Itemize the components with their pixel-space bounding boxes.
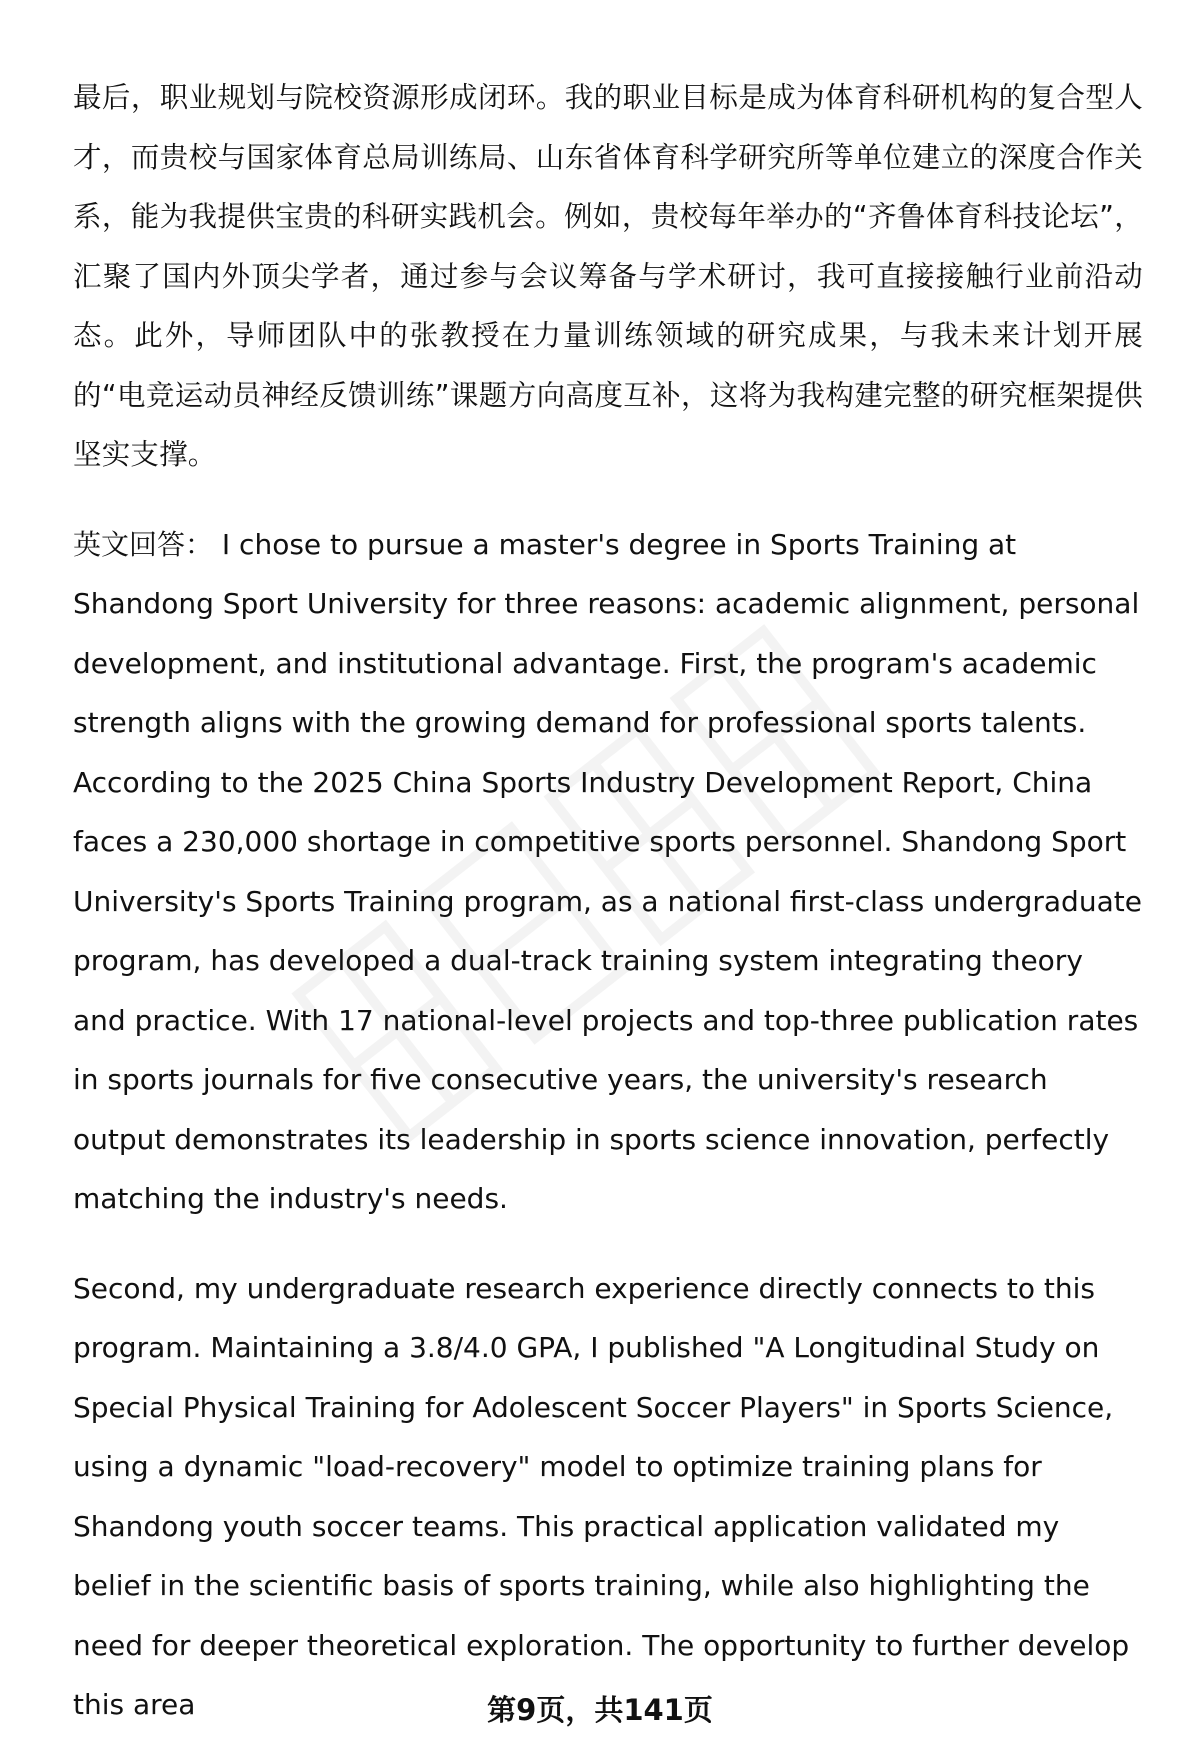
paragraph-chinese: 最后，职业规划与院校资源形成闭环。我的职业目标是成为体育科研机构的复合型人才，而贵校与国家体育总局训练局、山东省体育科学研究所等单位建立的深度合作关系，能为我提供宝贵的科研实践机会。例如，贵校每年举办的“齐鲁体育科技论坛”，汇聚了国内外顶尖学者，通过参与会议筹备与学术研讨，我可直接接触行业前沿动态。此外，导师团队中的张教授在力量训练领域的研究成果，与我未来计划开展的“电竞运动员神经反馈训练”课题方向高度互补，这将为我构建完整的研究框架提供坚实支撑。 — [73, 81, 1143, 471]
page-number-footer: 第9页，共141页 — [487, 1693, 713, 1727]
paragraph-english-2: Second, my undergraduate research experience directly connects to this program. Maintaining a 3.8/4.0 GPA, I published "A Longitudinal Study on Special Physical Training for Adolescent Soccer Players" in Sports Science, using a dynamic "load-recovery" model to optimize training plans for Shandong youth soccer teams. This practical application validated my belief in the scientific basis of sports training, while also highlighting the need for deeper theoretical exploration. The opportunity to further develop this area — [73, 1271, 1130, 1721]
paragraph-english-1: 英文回答： I chose to pursue a master's degree in Sports Training at Shandong Sport University for three reasons: academic alignment, personal development, and institutional advantage. First, the program's academic strength aligns with the growing demand for professional sports talents. According to the 2025 China Sports Industry Development Report, China faces a 230,000 shortage in competitive sports personnel. Shandong Sport University's Sports Training program, as a national first-class undergraduate program, has developed a dual-track training system integrating theory and practice. With 17 national-level projects and top-three publication rates in sports journals for five consecutive years, the university's research output demonstrates its leadership in sports science innovation, perfectly matching the industry's needs. — [73, 527, 1142, 1215]
document-body — [73, 68, 1143, 1735]
